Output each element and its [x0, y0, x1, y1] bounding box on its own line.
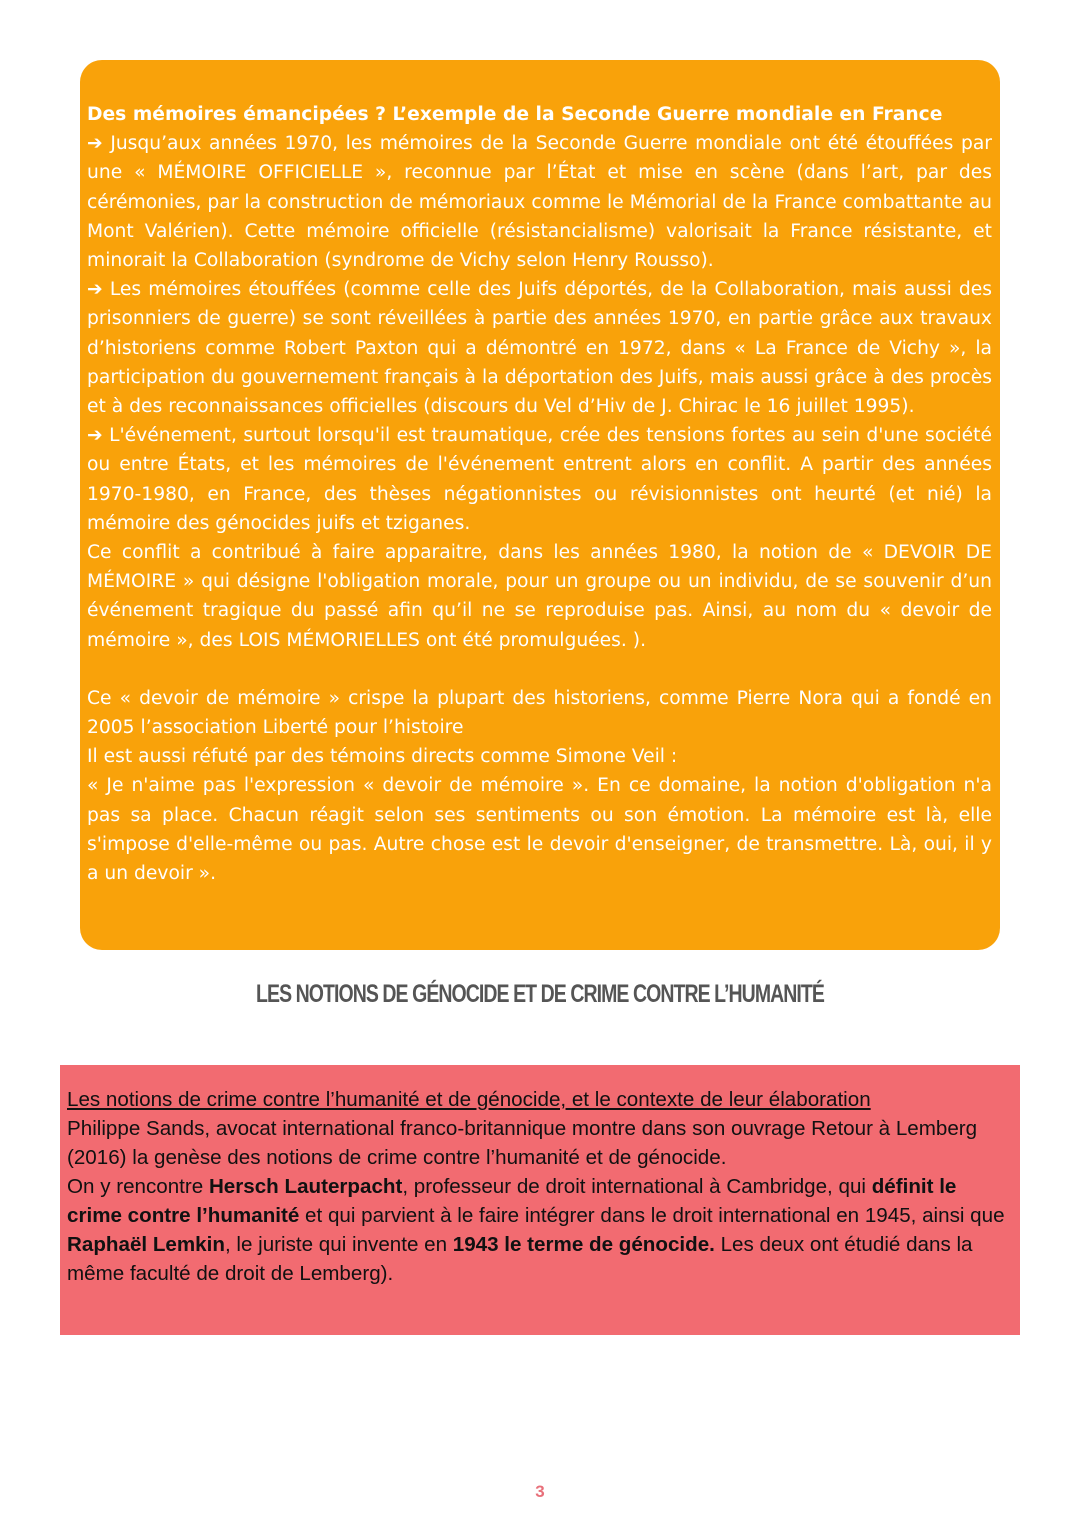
section-heading: LES NOTIONS DE GÉNOCIDE ET DE CRIME CONTRE L’HUMANITÉ — [256, 980, 824, 1008]
notions-paragraph — [67, 1172, 1014, 1230]
memoires-paragraph — [87, 275, 992, 421]
arrow-right-icon: ➔ — [87, 279, 103, 301]
crime-definition: définit le crime contre l’humanité — [67, 1175, 957, 1227]
paragraph-text: Jusqu’aux années 1970, les mémoires de la Seconde Guerre mondiale ont été étouffées par une « MÉMOIRE OFFICIELLE », reconnue par l’État et mise en scène (dans l’art, par des cérémonies, par la construction de mémoriaux comme le Mémorial de la France combattante au Mont Valérien). Cette mémoire officielle (résistancialisme) valorisait la France résistante, et minorait la Collaboration (syndrome de Vichy selon Henry Rousso). — [87, 133, 992, 272]
memoires-paragraph: Ce conflit a contribué à faire apparaitre, dans les années 1980, la notion de « DEVOIR DE MÉMOIRE » qui désigne l'obligation morale, pour un groupe ou un individu, de se souvenir d’un événement tragique du passé afin qu’il ne se reproduise pas. Ainsi, au nom du « devoir de mémoire », des LOIS MÉMORIELLES ont été promulguées. ). — [87, 542, 992, 651]
lauterpacht-name: Hersch Lauterpacht — [208, 1175, 403, 1198]
paragraph-text: L'événement, surtout lorsqu'il est traumatique, crée des tensions fortes au sein d'une société ou entre États, et les mémoires de l'événement entrent alors en conflit. A partir des années 1970-1980, en France, des thèses négationnistes ou révisionnistes ont heurté (et nié) la mémoire des génocides juifs et tziganes. — [87, 425, 992, 534]
text-span: On y rencontre — [67, 1175, 209, 1198]
memoires-box — [80, 60, 1000, 950]
genocide-term: 1943 le terme de génocide. — [452, 1233, 715, 1256]
memoires-paragraph: Ce « devoir de mémoire » crispe la plupart des historiens, comme Pierre Nora qui a fondé en 2005 l’association Liberté pour l’histoire — [87, 687, 992, 739]
notions-box — [60, 1065, 1020, 1335]
text-span: Les deux ont étudié dans la même faculté de droit de Lemberg). — [67, 1233, 973, 1285]
paragraph-text: Les mémoires étouffées (comme celle des Juifs déportés, de la Collaboration, mais aussi des prisonniers de guerre) se sont réveillées à partie des années 1970, en partie grâce aux travaux d’historiens comme Robert Paxton qui a démontré en 1972, dans « La France de Vichy », la participation du gouvernement français à la déportation des Juifs, mais aussi grâce à des procès et à des reconnaissances officielles (discours du Vel d’Hiv de J. Chirac le 16 juillet 1995). — [87, 279, 992, 418]
simone-veil-quote: « Je n'aime pas l'expression « devoir de mémoire ». En ce domaine, la notion d'obligation n'a pas sa place. Chacun réagit selon ses sentiments ou son émotion. La mémoire est là, elle s'impose d'elle-même ou pas. Autre chose est le devoir d'enseigner, de transmettre. Là, oui, il y a un devoir ». — [87, 775, 992, 885]
text-span: , le juriste qui invente en — [224, 1233, 453, 1256]
notions-title: Les notions de crime contre l’humanité et de génocide, et le contexte de leur élaboration — [67, 1088, 871, 1111]
text-span: , professeur de droit international à Cambridge, qui — [402, 1175, 872, 1198]
arrow-right-icon: ➔ — [87, 425, 103, 447]
notions-paragraph — [67, 1230, 1014, 1288]
memoires-paragraph: Il est aussi réfuté par des témoins directs comme Simone Veil : — [87, 746, 678, 768]
page-number: 3 — [535, 1482, 545, 1501]
memoires-title: Des mémoires émancipées ? L’exemple de la Seconde Guerre mondiale en France — [87, 104, 943, 125]
memoires-paragraph — [87, 421, 992, 538]
notions-paragraph: Philippe Sands, avocat international franco-britannique montre dans son ouvrage Retour à Lemberg (2016) la genèse des notions de crime contre l’humanité et de génocide. — [67, 1117, 978, 1169]
paragraph-gap — [87, 655, 992, 684]
arrow-right-icon: ➔ — [87, 133, 103, 155]
memoires-paragraph — [87, 129, 992, 275]
lemkin-name: Raphaël Lemkin — [67, 1233, 225, 1256]
text-span: et qui parvient à le faire intégrer dans le droit international en 1945, ainsi que — [299, 1204, 1005, 1227]
